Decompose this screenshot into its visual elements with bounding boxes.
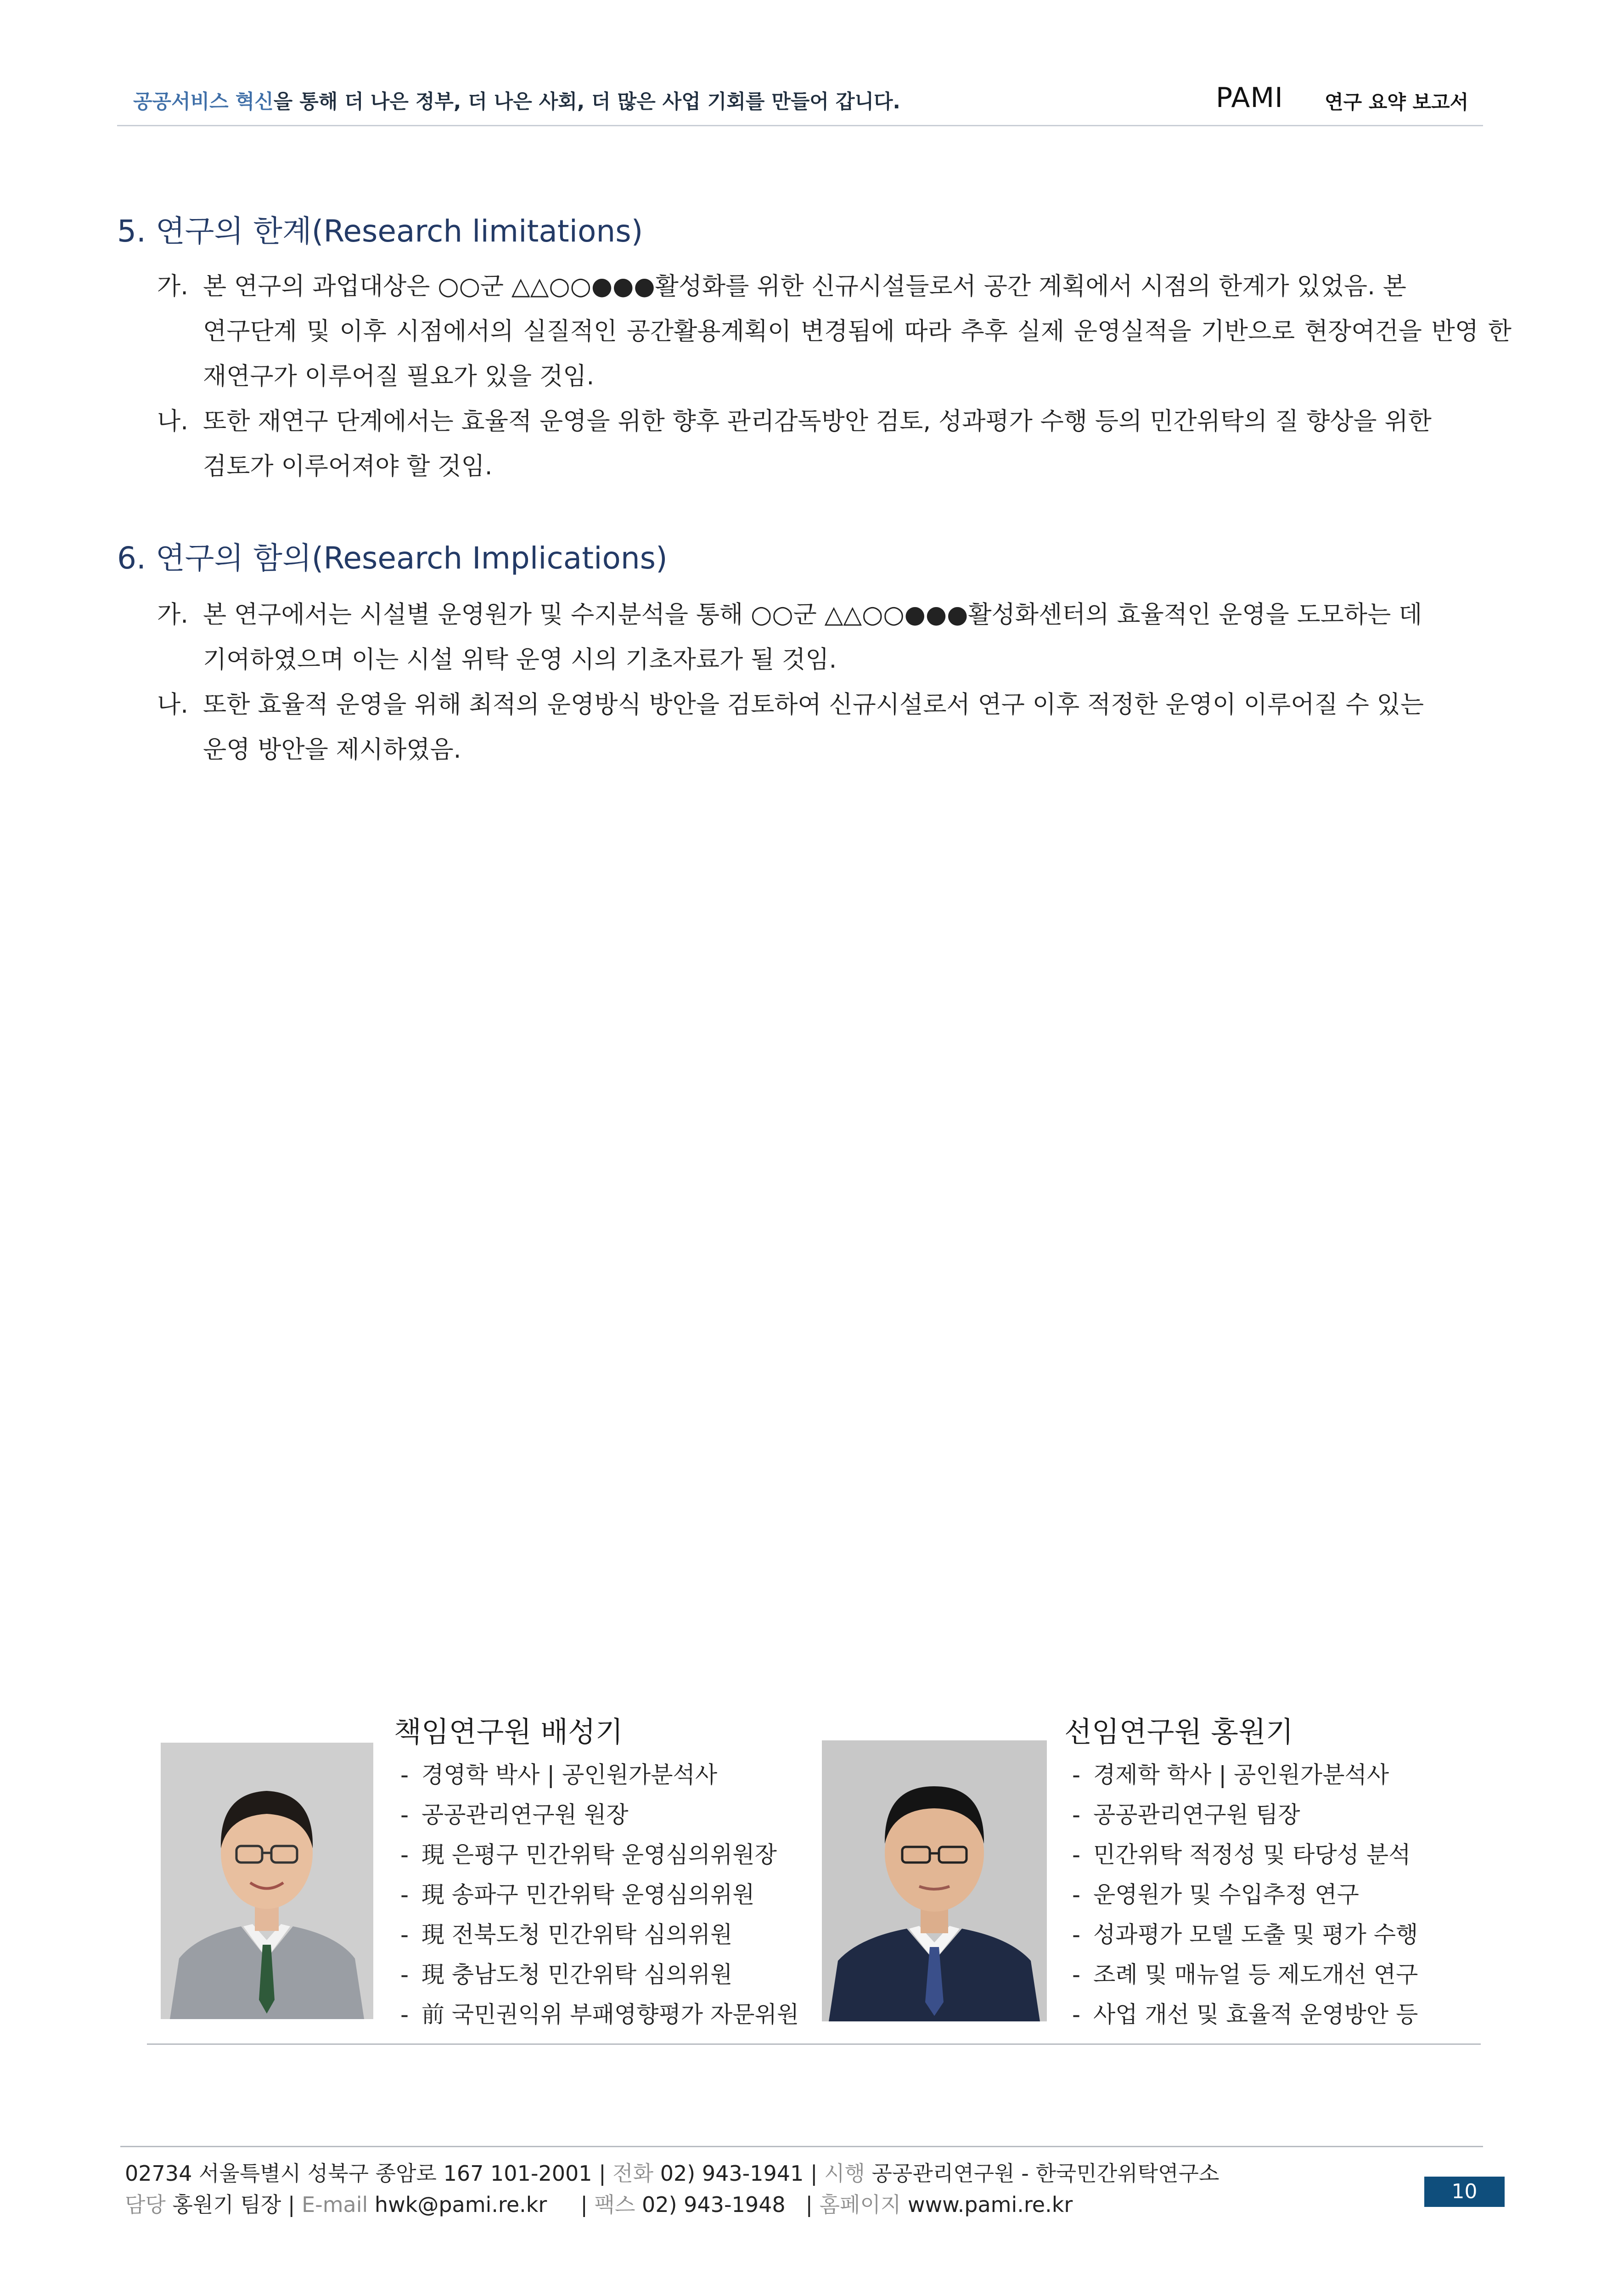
item-text-first: 또한 재연구 단계에서는 효율적 운영을 위한 향후 관리감독방안 검토, 성과평가 수행 등의 민간위탁의 질 향상을 위한 <box>203 407 1432 435</box>
list-item <box>157 264 1512 399</box>
footer-fax-label: 팩스 <box>594 2192 635 2217</box>
credential-item: - 사업 개선 및 효율적 운영방안 등 <box>1072 2001 1418 2028</box>
list-item <box>157 399 1512 489</box>
footer-contact: 홍원기 팀장 <box>172 2192 281 2217</box>
footer-org: 공공관리연구원 - 한국민간위탁연구소 <box>871 2161 1219 2186</box>
footer-email-label: E-mail <box>302 2192 368 2217</box>
credential-item: - 現 전북도청 민간위탁 심의위원 <box>400 1921 733 1948</box>
footer-address: 02734 서울특별시 성북구 종암로 167 101-2001 <box>125 2161 592 2186</box>
footer-divider <box>120 2146 1483 2147</box>
footer-phone: 02) 943-1941 <box>660 2161 804 2186</box>
item-marker: 나. <box>157 691 189 719</box>
footer-org-label: 시행 <box>824 2161 865 2186</box>
credential-item: - 운영원가 및 수입추정 연구 <box>1072 1881 1359 1908</box>
credential-item: - 경영학 박사 | 공인원가분석사 <box>400 1761 718 1788</box>
person-portrait-icon <box>822 1740 1047 2021</box>
researcher-photo <box>161 1743 373 2019</box>
credential-item: - 現 송파구 민간위탁 운영심의위원 <box>400 1881 755 1908</box>
list-item <box>157 592 1512 682</box>
credential-item: - 공공관리연구원 원장 <box>400 1801 629 1828</box>
footer-homepage-link[interactable]: www.pami.re.kr <box>908 2192 1073 2217</box>
researcher-credentials <box>1072 1755 1418 2035</box>
section-title-limitations: 5. 연구의 한계(Research limitations) <box>117 214 643 249</box>
credential-item: - 前 국민권익위 부패영향평가 자문위원 <box>400 2001 799 2028</box>
brand-logo-text: PAMI <box>1216 82 1283 114</box>
credential-item: - 성과평가 모델 도출 및 평가 수행 <box>1072 1921 1418 1948</box>
item-text-rest: 기여하였으며 이는 시설 위탁 운영 시의 기초자료가 될 것임. <box>203 646 837 674</box>
item-text-rest: 운영 방안을 제시하였음. <box>203 736 461 764</box>
item-text-rest: 검토가 이루어져야 할 것임. <box>203 452 493 480</box>
cards-divider <box>147 2043 1481 2045</box>
page-number: 10 <box>1424 2177 1505 2207</box>
item-marker: 나. <box>157 407 189 435</box>
footer-fax: 02) 943-1948 <box>642 2192 786 2217</box>
footer-phone-label: 전화 <box>613 2161 654 2186</box>
header-divider <box>117 125 1483 126</box>
footer-line-2: 담당 홍원기 팀장 | E-mail hwk@pami.re.kr | 팩스 02) 943-1948 | 홈페이지 www.pami.re.kr <box>125 2192 1073 2217</box>
footer-line-1: 02734 서울특별시 성북구 종암로 167 101-2001 | 전화 02) 943-1941 | 시행 공공관리연구원 - 한국민간위탁연구소 <box>125 2161 1219 2186</box>
document-type: 연구 요약 보고서 <box>1325 91 1469 113</box>
item-text-first: 또한 효율적 운영을 위해 최적의 운영방식 방안을 검토하여 신규시설로서 연구 이후 적정한 운영이 이루어질 수 있는 <box>203 691 1424 719</box>
tagline-highlight: 공공서비스 혁신 <box>133 90 274 113</box>
item-text-rest: 연구단계 및 이후 시점에서의 실질적인 공간활용계획이 변경됨에 따라 추후 실제 운영실적을 기반으로 현장여건을 반영 한 재연구가 이루어질 필요가 있을 것임. <box>203 317 1512 390</box>
item-marker: 가. <box>157 272 189 300</box>
tagline-text: 을 통해 더 나은 정부, 더 나은 사회, 더 많은 사업 기회를 만들어 갑니다. <box>273 90 900 113</box>
section-title-implications: 6. 연구의 함의(Research Implications) <box>117 540 668 576</box>
credential-item: - 경제학 학사 | 공인원가분석사 <box>1072 1761 1389 1788</box>
researcher-photo <box>822 1740 1047 2021</box>
header-tagline <box>133 86 900 114</box>
credential-item: - 現 은평구 민간위탁 운영심의위원장 <box>400 1841 777 1868</box>
item-marker: 가. <box>157 601 189 629</box>
person-portrait-icon <box>161 1743 373 2019</box>
item-text-first: 본 연구에서는 시설별 운영원가 및 수지분석을 통해 ○○군 △△○○●●●활성화센터의 효율적인 운영을 도모하는 데 <box>203 601 1422 629</box>
credential-item: - 민간위탁 적정성 및 타당성 분석 <box>1072 1841 1411 1868</box>
item-text-first: 본 연구의 과업대상은 ○○군 △△○○●●●활성화를 위한 신규시설들로서 공간 계획에서 시점의 한계가 있었음. 본 <box>203 272 1406 300</box>
researcher-credentials <box>400 1755 799 2035</box>
researcher-name: 선임연구원 홍원기 <box>1064 1715 1293 1749</box>
credential-item: - 조례 및 매뉴얼 등 제도개선 연구 <box>1072 1961 1418 1988</box>
footer-homepage-label: 홈페이지 <box>819 2192 901 2217</box>
researcher-name: 책임연구원 배성기 <box>394 1715 623 1749</box>
footer-contact-label: 담당 <box>125 2192 166 2217</box>
list-item <box>157 682 1512 772</box>
credential-item: - 공공관리연구원 팀장 <box>1072 1801 1300 1828</box>
footer-email-link[interactable]: hwk@pami.re.kr <box>374 2192 547 2217</box>
credential-item: - 現 충남도청 민간위탁 심의위원 <box>400 1961 733 1988</box>
